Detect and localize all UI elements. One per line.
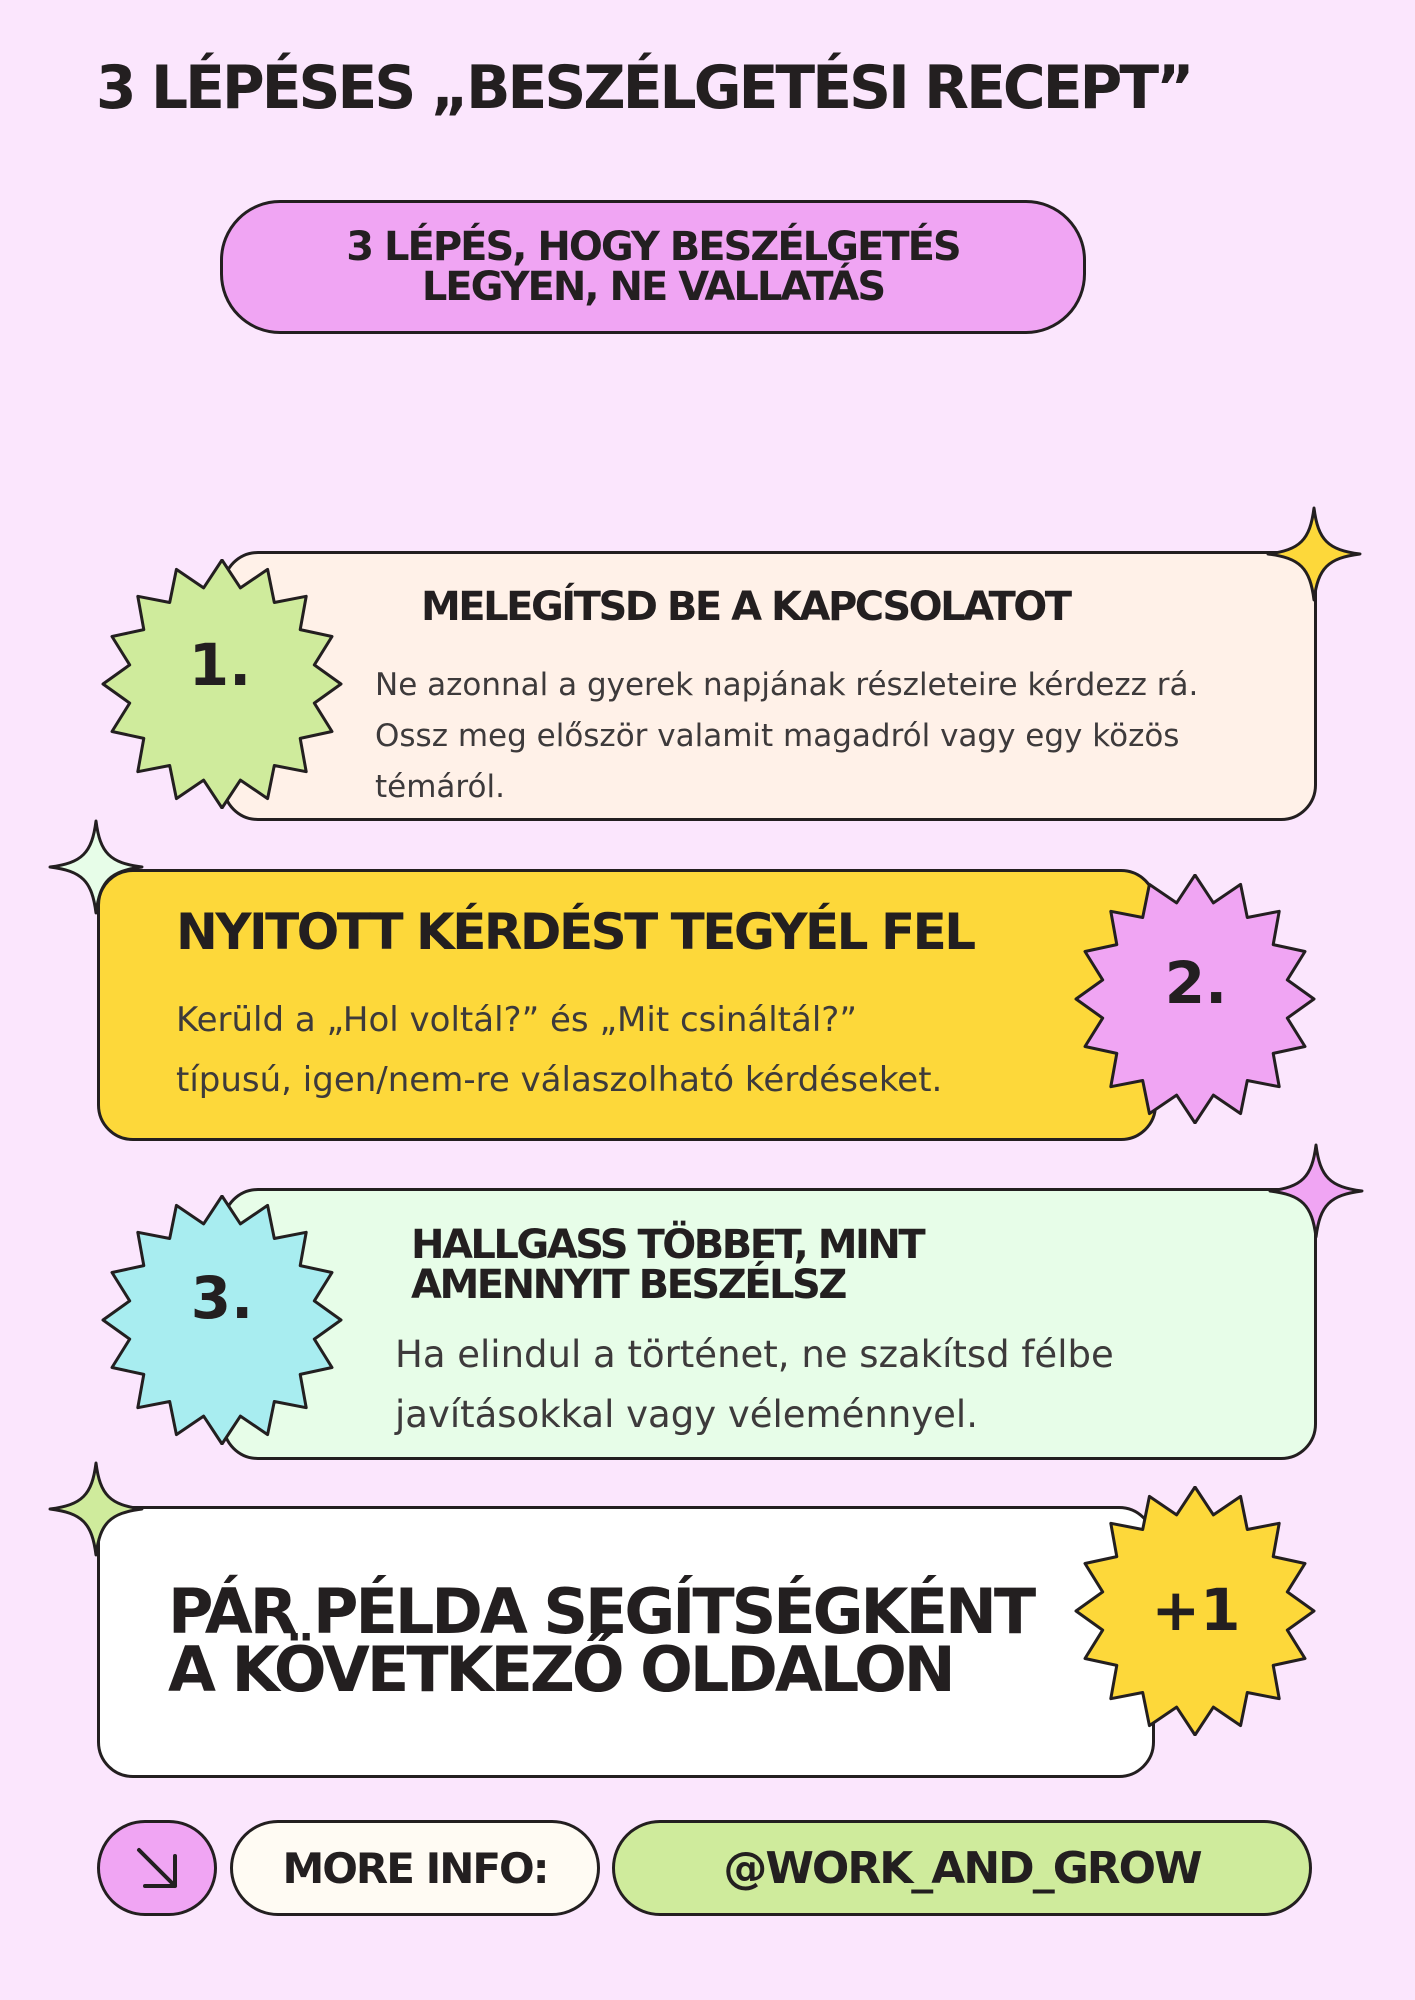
step-3-number: 3.	[190, 1264, 254, 1332]
social-handle-link[interactable]: @WORK_AND_GROW	[612, 1820, 1312, 1916]
step-2-number: 2.	[1164, 949, 1228, 1017]
sparkle-yellow-icon	[1266, 506, 1362, 602]
step-1-line: Ne azonnal a gyerek napjának részleteire kérdezz rá.	[375, 667, 1199, 703]
step-3-card	[222, 1188, 1317, 1460]
step-3-line: Ha elindul a történet, ne szakítsd félbe	[395, 1333, 1114, 1376]
sparkle-green-icon	[48, 1461, 144, 1557]
subtitle-line-2: LEGYEN, NE VALLATÁS	[421, 264, 885, 310]
bonus-card	[97, 1506, 1155, 1778]
step-2-card	[97, 869, 1157, 1141]
subtitle-pill	[220, 200, 1086, 334]
step-3-body	[395, 1325, 1114, 1445]
step-3-title	[411, 1222, 924, 1308]
step-1-title: MELEGÍTSD BE A KAPCSOLATOT	[421, 584, 1070, 630]
step-2-line: típusú, igen/nem-re válaszolható kérdéseket.	[176, 1060, 943, 1100]
step-2-body	[176, 990, 942, 1110]
step-3-title-line-1: HALLGASS TÖBBET, MINT	[411, 1222, 924, 1268]
step-2-title: NYITOTT KÉRDÉST TEGYÉL FEL	[176, 903, 974, 961]
step-1-body	[375, 660, 1198, 813]
step-3-title-line-2: AMENNYIT BESZÉLSZ	[411, 1262, 845, 1308]
bonus-number: +1	[1151, 1576, 1241, 1644]
step-1-line: Ossz meg először valamit magadról vagy egy közös	[375, 718, 1180, 754]
sparkle-mint-icon	[48, 819, 144, 915]
arrow-down-right-icon	[131, 1842, 183, 1894]
sparkle-pink-icon	[1268, 1143, 1364, 1239]
bonus-line-2: A KÖVETKEZŐ OLDALON	[168, 1633, 953, 1706]
more-info-label: MORE INFO:	[230, 1820, 600, 1916]
arrow-button[interactable]	[97, 1820, 217, 1916]
step-3-line: javításokkal vagy véleménnyel.	[395, 1393, 978, 1436]
subtitle-line-1: 3 LÉPÉS, HOGY BESZÉLGETÉS	[346, 224, 960, 270]
subtitle-text	[333, 224, 973, 310]
bonus-text	[168, 1575, 1034, 1706]
bonus-line-1: PÁR PÉLDA SEGÍTSÉGKÉNT	[168, 1575, 1034, 1648]
page-title: 3 LÉPÉSES „BESZÉLGETÉSI RECEPT”	[96, 53, 1192, 123]
step-1-card	[222, 551, 1317, 821]
step-2-line: Kerüld a „Hol voltál?” és „Mit csináltál?”	[176, 1000, 857, 1040]
step-1-line: témáról.	[375, 769, 505, 805]
step-1-number: 1.	[188, 631, 252, 699]
